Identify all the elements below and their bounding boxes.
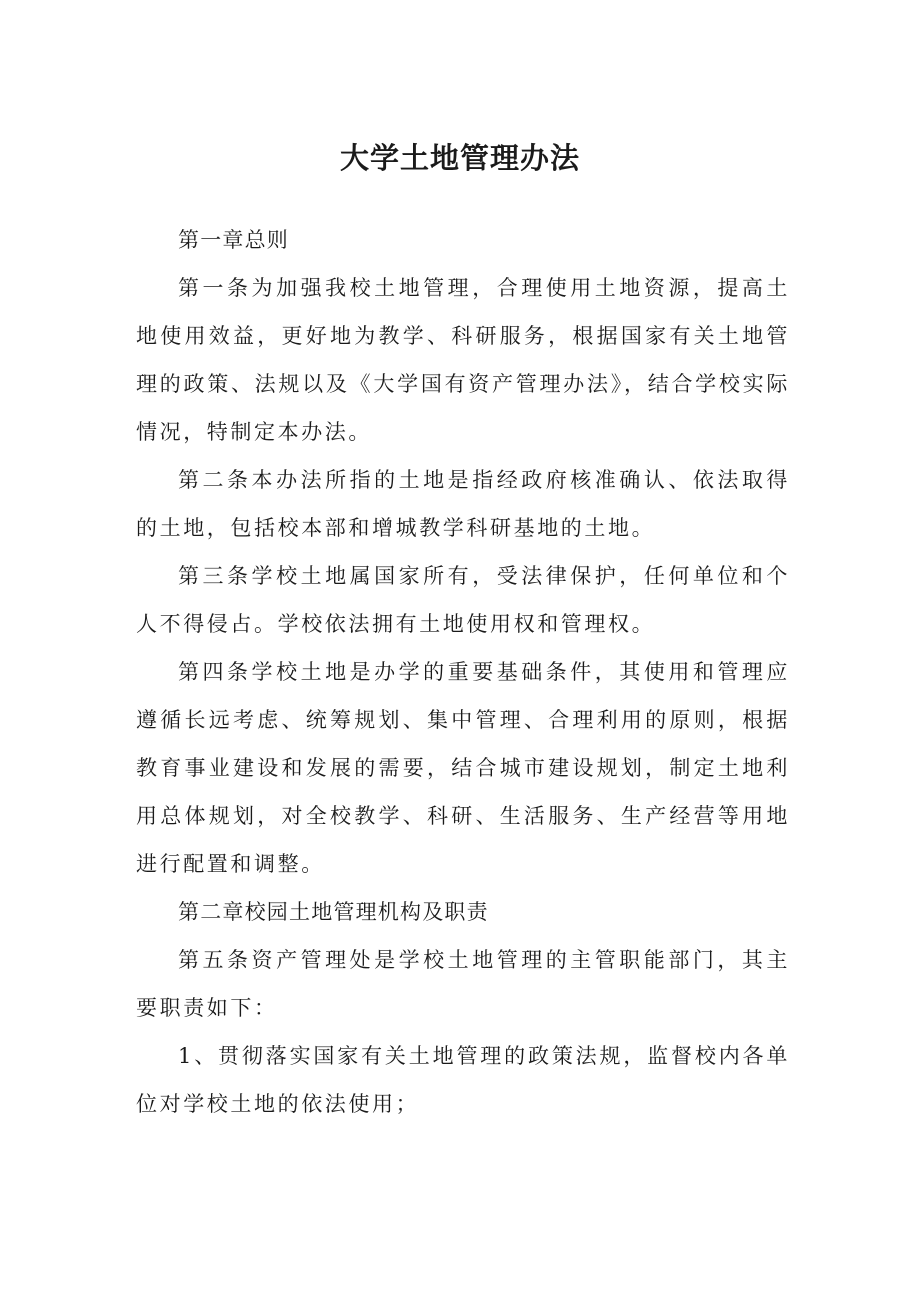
document-body — [136, 216, 790, 1128]
chapter-heading: 第一章总则 — [178, 228, 289, 252]
article-paragraph: 第三条学校土地属国家所有，受法律保护，任何单位和个人不得侵占。学校依法拥有土地使用权和管理权。 — [136, 564, 790, 636]
document-title: 大学土地管理办法 — [339, 141, 580, 175]
article-paragraph: 第四条学校土地是办学的重要基础条件，其使用和管理应遵循长远考虑、统筹规划、集中管理、合理利用的原则，根据教育事业建设和发展的需要，结合城市建设规划，制定土地利用总体规划，对全校教学、科研、生活服务、生产经营等用地进行配置和调整。 — [136, 660, 790, 876]
article-paragraph: 第二条本办法所指的土地是指经政府核准确认、依法取得的土地，包括校本部和增城教学科研基地的土地。 — [136, 468, 790, 540]
article-paragraph: 第五条资产管理处是学校土地管理的主管职能部门，其主要职责如下： — [136, 948, 790, 1020]
article-paragraph: 第一条为加强我校土地管理，合理使用土地资源，提高土地使用效益，更好地为教学、科研服务，根据国家有关土地管理的政策、法规以及《大学国有资产管理办法》，结合学校实际情况，特制定本办法。 — [136, 276, 790, 444]
list-item: 1、贯彻落实国家有关土地管理的政策法规，监督校内各单位对学校土地的依法使用； — [136, 1044, 790, 1116]
chapter-heading: 第二章校园土地管理机构及职责 — [178, 900, 489, 924]
